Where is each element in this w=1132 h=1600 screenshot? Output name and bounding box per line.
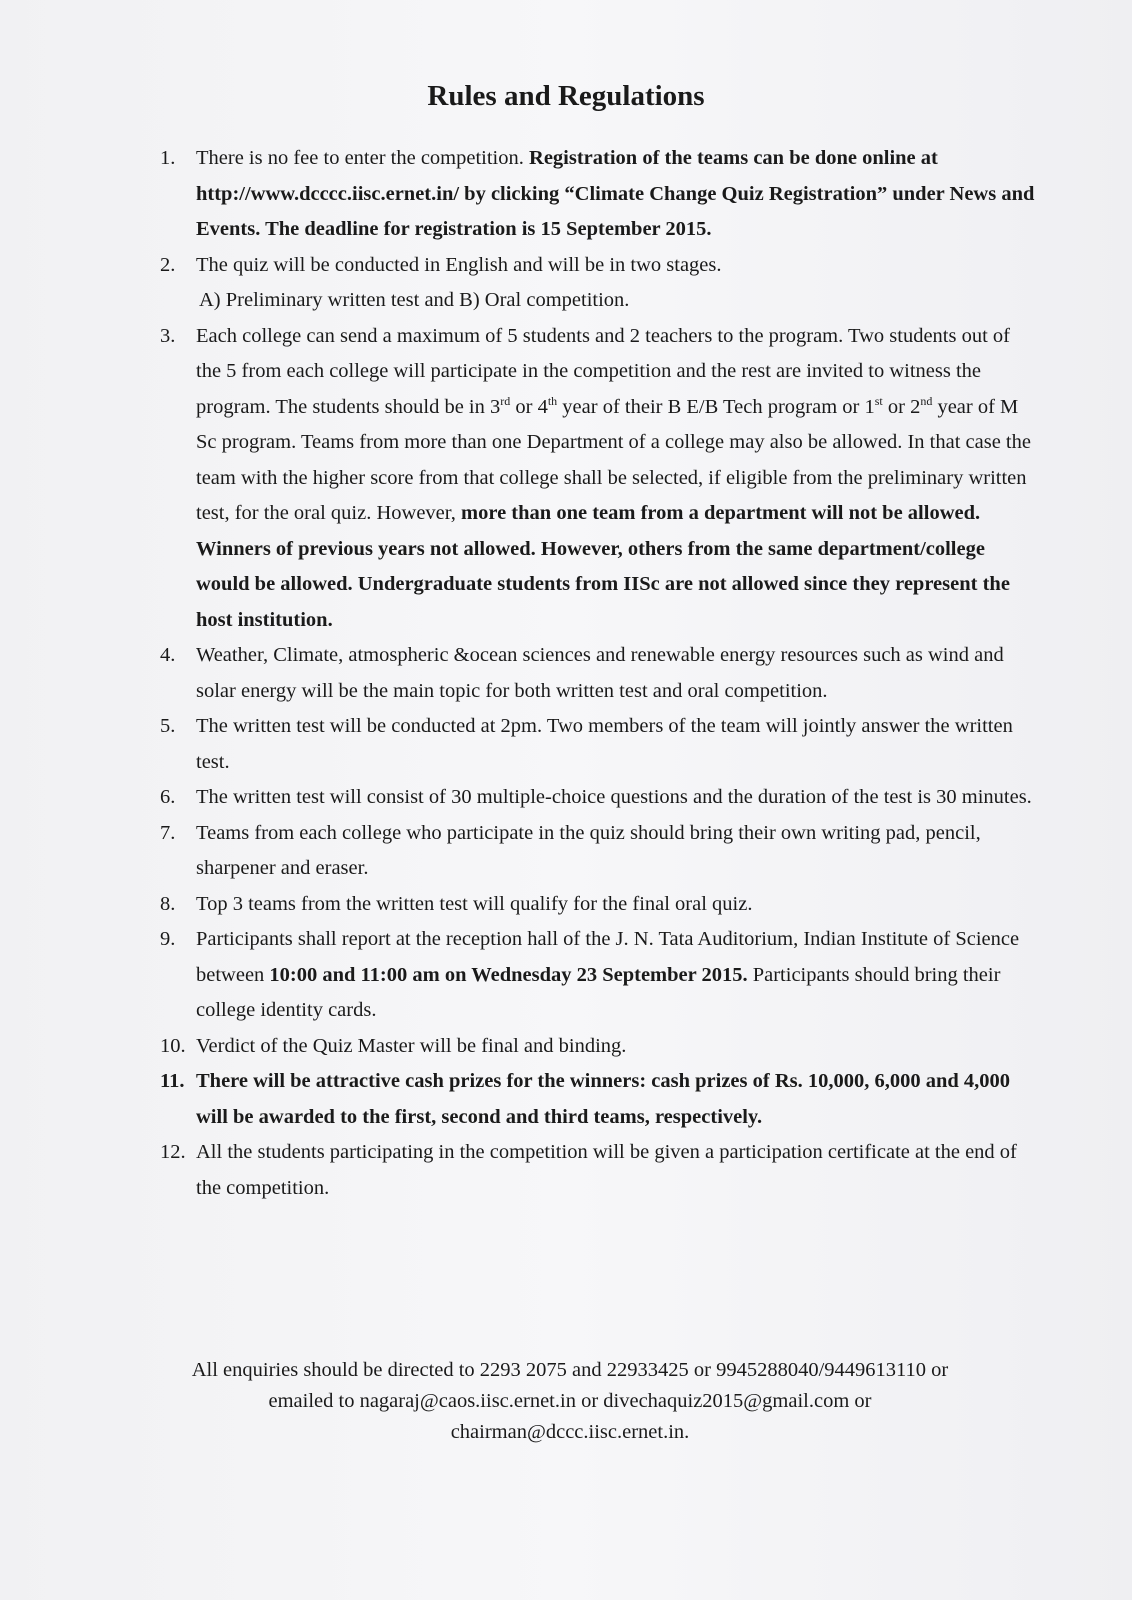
rule-text: Teams from each college who participate in the quiz should bring their own writing pad, pencil, sharpener and eraser. [196, 821, 981, 879]
rule-text: Participants shall report at the reception hall of the J. N. Tata Auditorium, Indian Institute of Science between [196, 928, 1020, 986]
rule-text: Top 3 teams from the written test will qualify for the final oral quiz. [196, 892, 753, 915]
rule-number: 8. [160, 892, 176, 915]
rule-number: 2. [160, 253, 176, 276]
rule-item-10 [160, 1029, 1040, 1065]
rule-text: year of their B E/B Tech program or 1 [557, 395, 875, 418]
rule-number: 3. [160, 324, 176, 347]
rule-subitem: A) Preliminary written test and B) Oral competition. [199, 289, 630, 311]
rule-number: 11. [160, 1070, 185, 1092]
contact-line: All enquiries should be directed to 2293 2075 and 22933425 or 9945288040/9449613110 or [191, 1359, 949, 1381]
rule-item-11 [160, 1064, 1040, 1135]
rule-number: 10. [160, 1034, 186, 1057]
rule-text: Weather, Climate, atmospheric &ocean sciences and renewable energy resources such as wind and solar energy will be the main topic for both written test and oral competition. [196, 644, 1004, 702]
contact-line: emailed to nagaraj@caos.iisc.ernet.in or divechaquiz2015@gmail.com or [268, 1390, 872, 1412]
rule-text: or 4 [510, 395, 548, 418]
rule-text: Participants should bring their college identity cards. [196, 963, 1001, 1021]
rule-item-7 [160, 816, 1040, 887]
rule-number: 1. [160, 147, 176, 169]
rule-number: 12. [160, 1141, 186, 1163]
rule-text: All the students participating in the competition will be given a participation certificate at the end of the competition. [196, 1141, 1017, 1199]
rule-item-12 [160, 1135, 1040, 1206]
rules-list [160, 141, 1040, 1206]
rule-number: 5. [160, 715, 176, 737]
ordinal-suffix: nd [920, 393, 933, 408]
rule-number: 7. [160, 821, 176, 844]
rule-text: or 2 [882, 395, 921, 418]
ordinal-suffix: st [874, 393, 883, 408]
rule-item-2 [160, 248, 1040, 319]
ordinal-suffix: th [547, 393, 558, 408]
rule-number: 9. [160, 928, 176, 950]
rule-text: year of M Sc program. Teams from more than one Department of a college may also be allowed. In that case the team with the higher score from that college shall be selected, if eligible from the preliminary written test, for the oral quiz. However, [196, 395, 1031, 524]
rule-text: Verdict of the Quiz Master will be final and binding. [196, 1034, 627, 1057]
contact-line: chairman@dccc.iisc.ernet.in. [450, 1421, 690, 1443]
rule-item-6 [160, 780, 1040, 816]
rule-text: Each college can send a maximum of 5 students and 2 teachers to the program. Two students out of the 5 from each college will participate in the competition and the rest are invited to witness the program. The students should be in 3 [196, 324, 1010, 418]
rule-text: The quiz will be conducted in English and will be in two stages. [196, 253, 722, 276]
rule-item-4 [160, 638, 1040, 709]
rule-text-bold: Registration of the teams can be done online at http://www.dcccc.iisc.ernet.in/ by clicking “Climate Change Quiz Registration” under News and Events. The deadline for registration is 15 September 2015. [196, 147, 1035, 240]
rule-number: 6. [160, 786, 176, 808]
ordinal-suffix: rd [500, 393, 511, 408]
contact-info [130, 1355, 1010, 1448]
rule-text-bold: 10:00 and 11:00 am on Wednesday 23 September 2015. [269, 963, 748, 986]
rule-item-9 [160, 922, 1040, 1029]
page-title: Rules and Regulations [427, 80, 705, 112]
rule-text: The written test will be conducted at 2pm. Two members of the team will jointly answer the written test. [196, 715, 1013, 773]
rule-item-3 [160, 319, 1040, 639]
rule-text: There is no fee to enter the competition. [196, 147, 530, 169]
rule-item-8 [160, 887, 1040, 923]
rule-text: The written test will consist of 30 multiple-choice questions and the duration of the test is 30 minutes. [196, 786, 1032, 808]
rule-text-bold: more than one team from a department will not be allowed. Winners of previous years not allowed. However, others from the same department/college would be allowed. Undergraduate students from IISc are not allowed since they represent the host institution. [196, 502, 1010, 631]
rule-item-1 [160, 141, 1040, 248]
rule-text-bold: There will be attractive cash prizes for the winners: cash prizes of Rs. 10,000, 6,000 and 4,000 will be awarded to the first, second and third teams, respectively. [196, 1070, 1011, 1128]
rule-item-5 [160, 709, 1040, 780]
rule-number: 4. [160, 644, 176, 666]
